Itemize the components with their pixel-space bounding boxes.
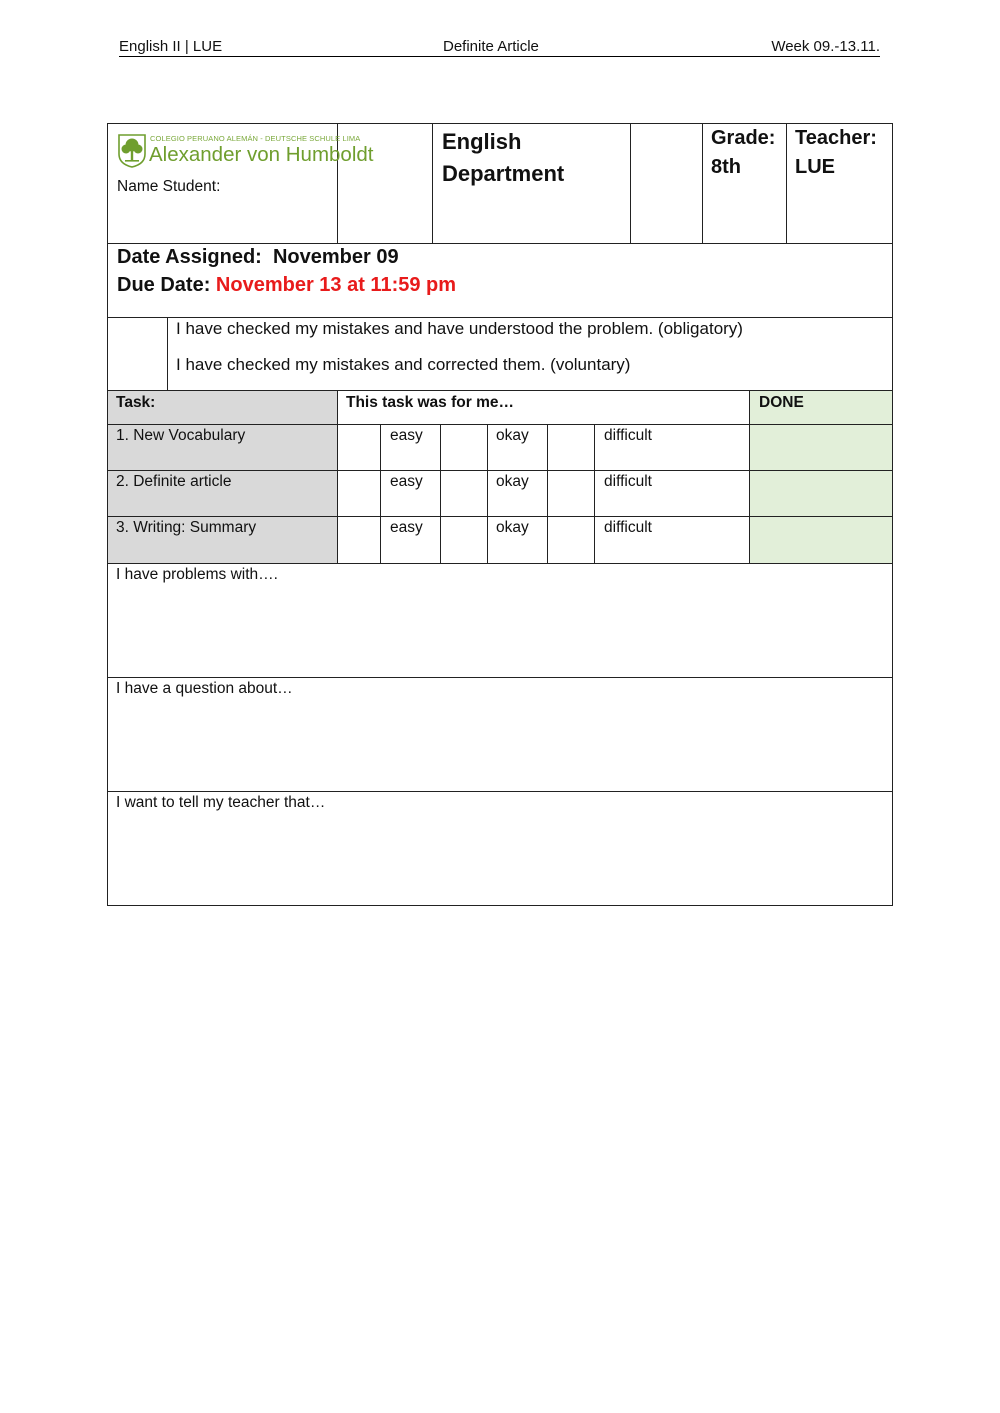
easy-label: easy bbox=[390, 519, 423, 536]
easy-label: easy bbox=[390, 473, 423, 490]
department-line1: English bbox=[442, 129, 522, 154]
done-checkbox[interactable] bbox=[749, 470, 893, 517]
grade-value: 8th bbox=[711, 156, 741, 178]
okay-checkbox[interactable] bbox=[440, 470, 488, 517]
okay-checkbox[interactable] bbox=[440, 424, 488, 471]
blank-cell-2 bbox=[630, 123, 703, 244]
difficult-label: difficult bbox=[604, 427, 652, 444]
department-line2: Department bbox=[442, 161, 565, 186]
done-checkbox[interactable] bbox=[749, 516, 893, 564]
due-date bbox=[117, 274, 456, 297]
question-label: I have a question about… bbox=[116, 680, 293, 697]
okay-checkbox[interactable] bbox=[440, 516, 488, 564]
header-course: English II | LUE bbox=[119, 38, 223, 55]
message-label: I want to tell my teacher that… bbox=[116, 794, 326, 811]
check-voluntary: I have checked my mistakes and corrected them. (voluntary) bbox=[176, 355, 631, 374]
date-assigned-label: Date Assigned: bbox=[117, 246, 262, 268]
problems-label: I have problems with…. bbox=[116, 566, 278, 583]
easy-checkbox[interactable] bbox=[337, 470, 381, 517]
easy-checkbox[interactable] bbox=[337, 516, 381, 564]
teacher-label: Teacher: bbox=[795, 127, 877, 149]
check-obligatory: I have checked my mistakes and have understood the problem. (obligatory) bbox=[176, 319, 743, 338]
page-header bbox=[119, 36, 880, 57]
header-topic: Definite Article bbox=[443, 38, 539, 55]
okay-label: okay bbox=[496, 427, 529, 444]
date-assigned bbox=[117, 246, 399, 269]
easy-checkbox[interactable] bbox=[337, 424, 381, 471]
done-header: DONE bbox=[759, 394, 804, 411]
rating-header: This task was for me… bbox=[346, 394, 514, 411]
task-row-1-name: 1. New Vocabulary bbox=[116, 427, 246, 444]
difficult-checkbox[interactable] bbox=[547, 424, 595, 471]
date-assigned-value: November 09 bbox=[272, 246, 399, 268]
task-row-3-name: 3. Writing: Summary bbox=[116, 519, 257, 536]
header-week: Week 09.-13.11. bbox=[771, 38, 880, 55]
due-date-label: Due Date: bbox=[117, 274, 211, 296]
difficult-checkbox[interactable] bbox=[547, 516, 595, 564]
teacher-value: LUE bbox=[795, 156, 835, 178]
okay-label: okay bbox=[496, 473, 529, 490]
difficult-label: difficult bbox=[604, 473, 652, 490]
checkbox-cell[interactable] bbox=[107, 317, 168, 391]
due-date-value: November 13 at 11:59 pm bbox=[215, 274, 457, 296]
done-checkbox[interactable] bbox=[749, 424, 893, 471]
tree-crest-icon bbox=[118, 134, 146, 168]
difficult-checkbox[interactable] bbox=[547, 470, 595, 517]
name-student-label: Name Student: bbox=[117, 178, 221, 195]
task-row-2-name: 2. Definite article bbox=[116, 473, 232, 490]
school-logo bbox=[118, 134, 378, 170]
easy-label: easy bbox=[390, 427, 423, 444]
okay-label: okay bbox=[496, 519, 529, 536]
task-header: Task: bbox=[116, 394, 156, 411]
logo-school-subtitle: COLEGIO PERUANO ALEMÁN - DEUTSCHE SCHULE LIMA bbox=[150, 134, 361, 143]
logo-school-name: Alexander von Humboldt bbox=[149, 143, 374, 166]
difficult-label: difficult bbox=[604, 519, 652, 536]
grade-label: Grade: bbox=[711, 127, 776, 149]
